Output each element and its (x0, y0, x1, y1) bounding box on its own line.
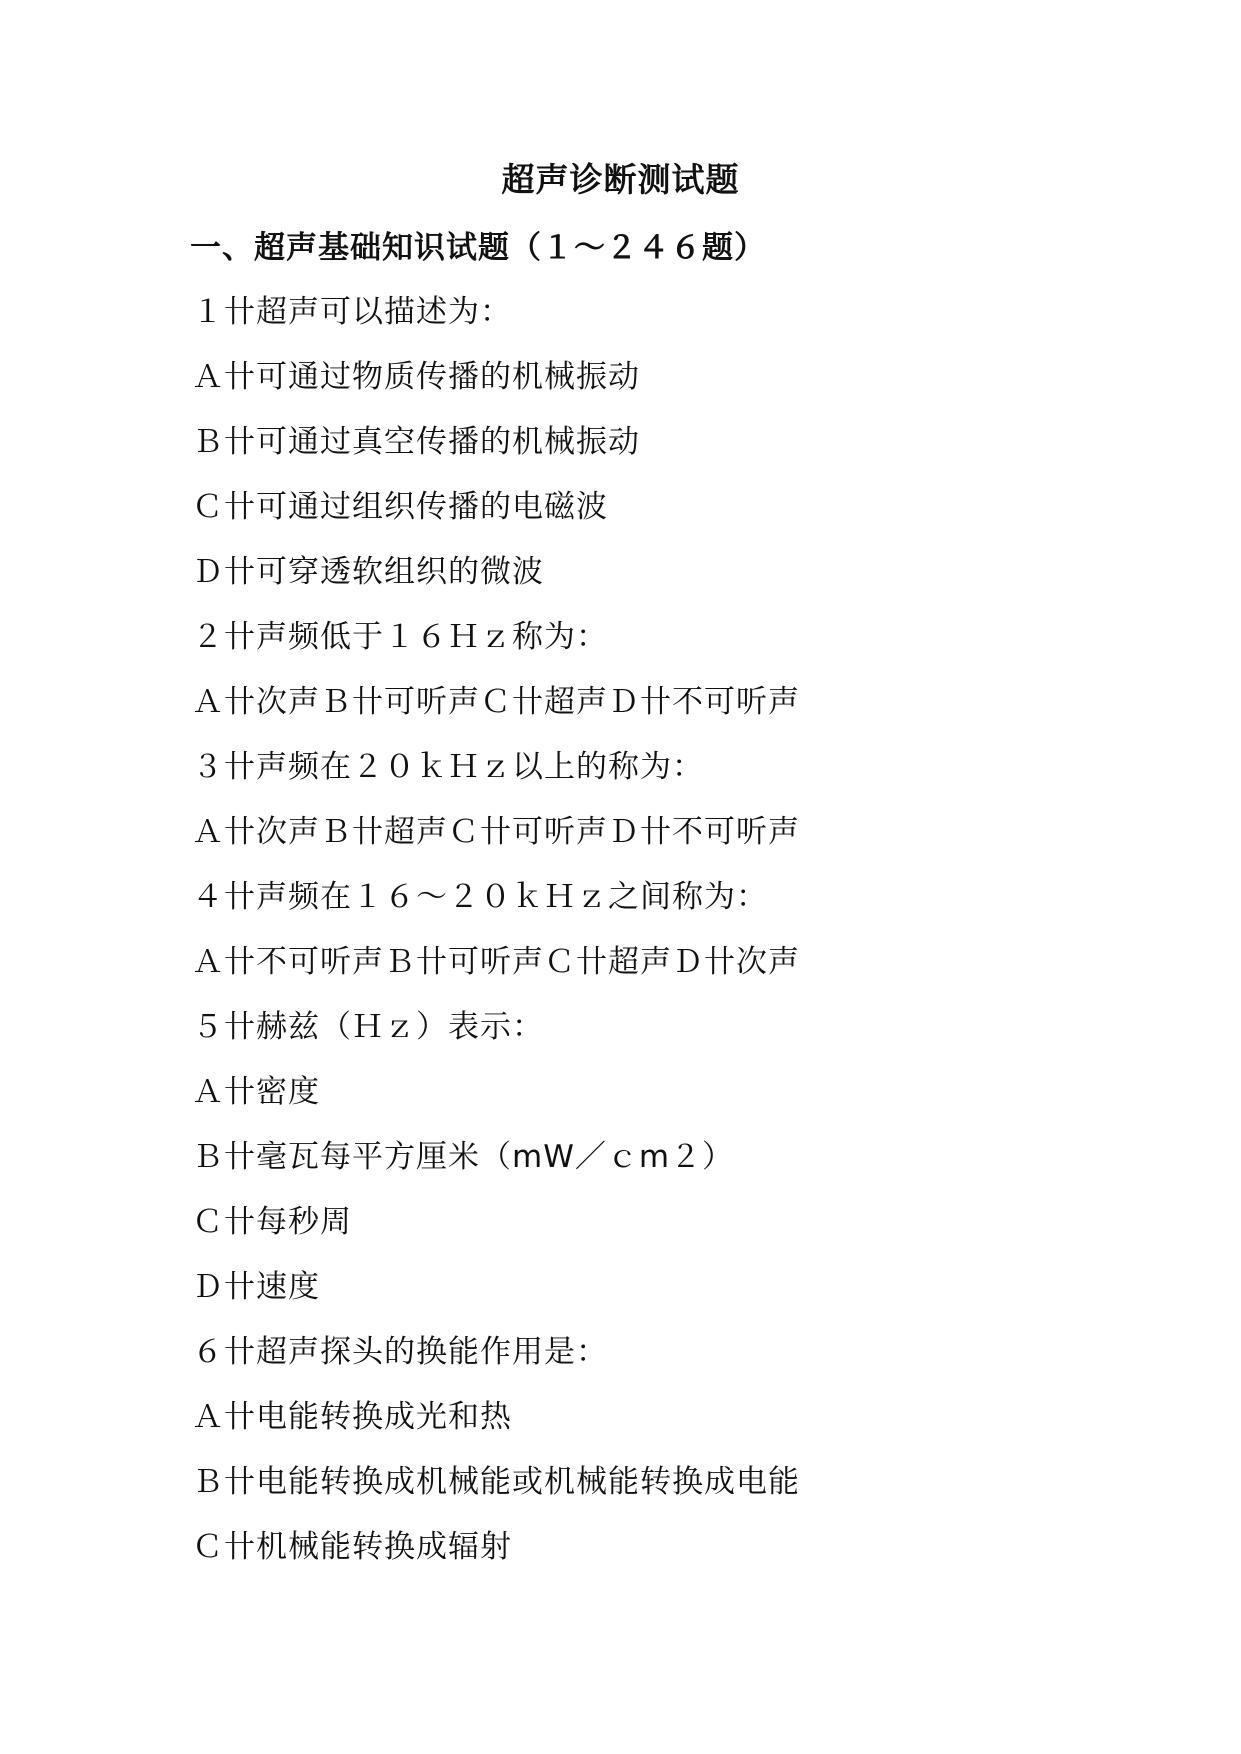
text-line: Ａ卄可通过物质传播的机械振动 (192, 359, 640, 395)
text-line: Ａ卄次声Ｂ卄可听声Ｃ卄超声Ｄ卄不可听声 (192, 684, 800, 720)
text-line: Ｃ卄可通过组织传播的电磁波 (192, 489, 608, 525)
section-heading: 一、超声基础知识试题（１～２４６题） (190, 230, 766, 266)
text-line: Ａ卄不可听声Ｂ卄可听声Ｃ卄超声Ｄ卄次声 (192, 944, 800, 980)
text-line: Ｃ卄每秒周 (192, 1204, 352, 1240)
text-line: Ａ卄密度 (192, 1074, 320, 1110)
text-line: Ａ卄次声Ｂ卄超声Ｃ卄可听声Ｄ卄不可听声 (192, 814, 800, 850)
text-line: Ｄ卄可穿透软组织的微波 (192, 554, 544, 590)
question-list (192, 290, 800, 1590)
text-line: Ｂ卄可通过真空传播的机械振动 (192, 424, 640, 460)
text-line: Ｄ卄速度 (192, 1269, 320, 1305)
text-line: Ｃ卄机械能转换成辐射 (192, 1529, 512, 1565)
text-line: ６卄超声探头的换能作用是： (192, 1334, 608, 1370)
document-title: 超声诊断测试题 (501, 160, 740, 199)
text-line: ３卄声频在２０ｋＨｚ以上的称为： (192, 749, 704, 785)
text-line: ５卄赫兹（Ｈｚ）表示： (192, 1009, 544, 1045)
text-line: Ｂ卄电能转换成机械能或机械能转换成电能 (192, 1464, 800, 1500)
text-line: ４卄声频在１６～２０ｋＨｚ之间称为： (192, 879, 768, 915)
text-line: １卄超声可以描述为： (192, 294, 512, 330)
text-line: ２卄声频低于１６Ｈｚ称为： (192, 619, 608, 655)
text-line: Ｂ卄毫瓦每平方厘米（mW／ｃm２） (192, 1139, 735, 1175)
text-line: Ａ卄电能转换成光和热 (192, 1399, 512, 1435)
